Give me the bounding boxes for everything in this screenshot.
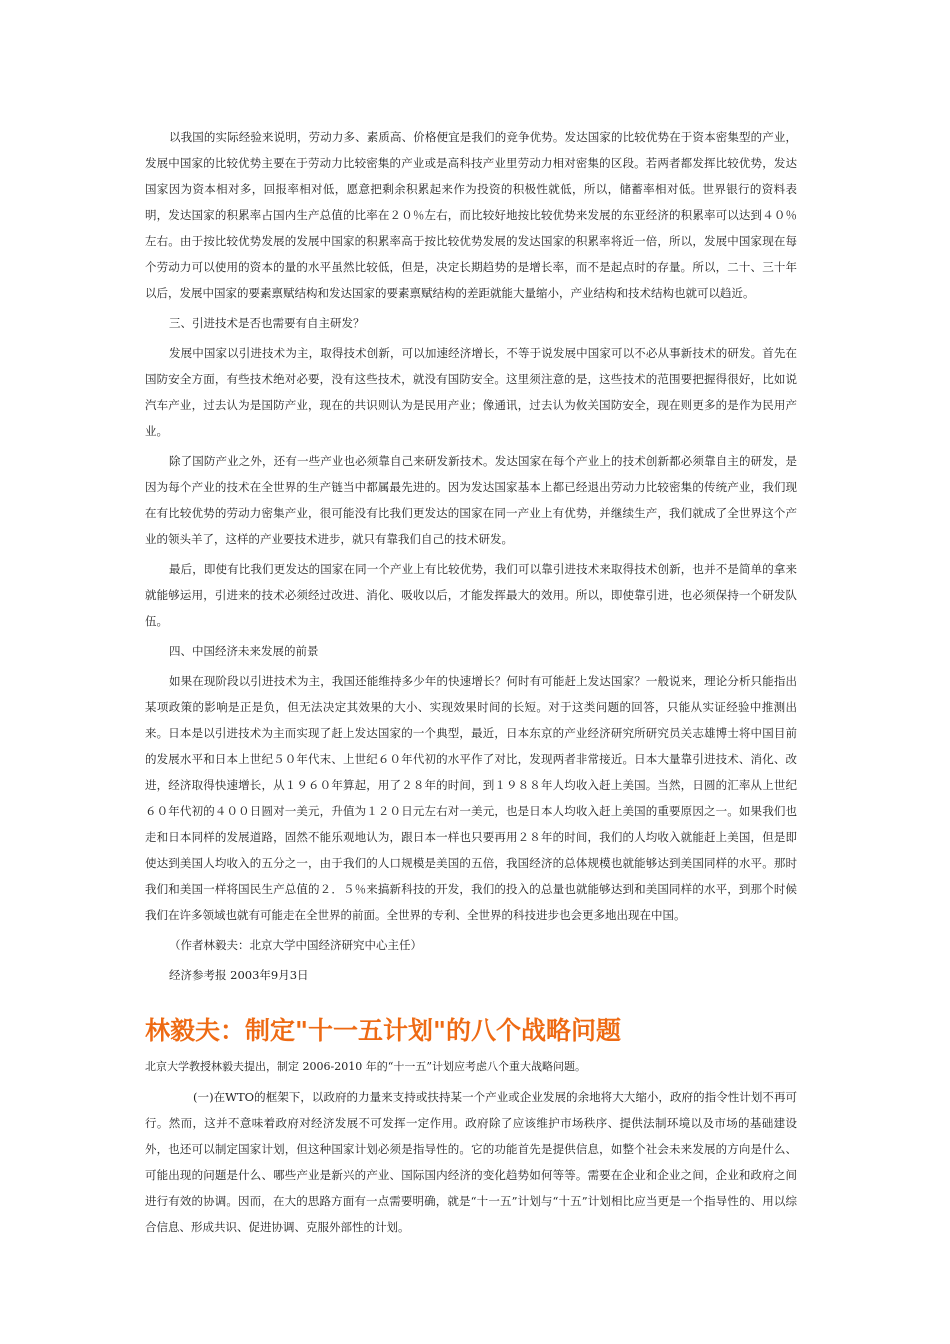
source-line: 经济参考报 2003年9月3日 [169,968,309,982]
author-note: （作者林毅夫：北京大学中国经济研究中心主任） [169,938,422,952]
paragraph-own-rnd: 除了国防产业之外，还有一些产业也必须靠自己来研发新技术。发达国家在每个产业上的技术创新都必须靠自主的研发，是因为每个产业的技术在全世界的生产链当中都属最先进的。因为发达国家基本上都已经退出劳动力比较密集的传统产业，我们现在有比较优势的劳动力密集产业，很可能没有比我们更发达的国家在同一产业上有优势，并继续生产，我们就成了全世界这个产业的领头羊了，这样的产业要技术进步，就只有靠我们自己的技术研发。 [145,454,797,546]
paragraph-future-prospect: 如果在现阶段以引进技术为主，我国还能维持多少年的快速增长？何时有可能赶上发达国家？一般说来，理论分析只能指出某项政策的影响是正是负，但无法决定其效果的大小、实现效果时间的长短。对于这类问题的回答，只能从实证经验中推测出来。日本是以引进技术为主而实现了赶上发达国家的一个典型，最近，日本东京的产业经济研究所研究员关志雄博士将中国目前的发展水平和日本上世纪５０年代末、上世纪６０年代初的水平作了对比，发现两者非常接近。日本大量靠引进技术、消化、改进，经济取得快速增长，从１９６０年算起，用了２８年的时间，到１９８８年人均收入赶上美国。当然，日圆的汇率从上世纪６０年代初的４００日圆对一美元，升值为１２０日元左右对一美元，也是日本人均收入赶上美国的重要原因之一。如果我们也走和日本同样的发展道路，固然不能乐观地认为，跟日本一样也只要再用２８年的时间，我们的人均收入就能赶上美国，但是即使达到美国人均收入的五分之一，由于我们的人口规模是美国的五倍，我国经济的总体规模也就能够达到美国同样的水平。那时我们和美国一样将国民生产总值的２．５％来搞新科技的开发，我们的投入的总量也就能够达到和美国同样的水平，到那个时候我们在许多领域也就有可能走在全世界的前面。全世界的专利、全世界的科技进步也会更多地出现在中国。 [145,674,797,922]
article-title: 林毅夫：制定"十一五计划"的八个战略问题 [145,1016,622,1045]
paragraph-defense-tech: 发展中国家以引进技术为主，取得技术创新，可以加速经济增长，不等于说发展中国家可以不必从事新技术的研发。首先在国防安全方面，有些技术绝对必要，没有这些技术，就没有国防安全。这里须注意的是，这些技术的范围要把握得很好，比如说汽车产业，过去认为是国防产业，现在的共识则认为是民用产业；像通讯，过去认为攸关国防安全，现在则更多的是作为民用产业。 [145,346,797,438]
document-page [145,124,797,1244]
paragraph-wto-planning: (一)在WTO的框架下，以政府的力量来支持或扶持某一个产业或企业发展的余地将大大缩小，政府的指令性计划不再可行。然而，这并不意味着政府对经济发展不可发挥一定作用。政府除了应该维护市场秩序、提供法制环境以及市场的基础建设外，也还可以制定国家计划，但这种国家计划必须是指导性的。它的功能首先是提供信息，如整个社会未来发展的方向是什么、可能出现的问题是什么、哪些产业是新兴的产业、国际国内经济的变化趋势如何等等。需要在企业和企业之间，企业和政府之间进行有效的协调。因而，在大的思路方面有一点需要明确，就是“十一五”计划与“十五”计划相比应当更是一个指导性的、用以综合信息、形成共识、促进协调、克服外部性的计划。 [145,1090,797,1234]
section-heading-3: 三、引进技术是否也需要有自主研发？ [169,316,365,330]
section-heading-4: 四、中国经济未来发展的前景 [169,644,319,658]
article-intro: 北京大学教授林毅夫提出，制定 2006-2010 年的“十一五”计划应考虑八个重大战略问题。 [145,1060,586,1073]
paragraph-comparative-advantage: 以我国的实际经验来说明，劳动力多、素质高、价格便宜是我们的竞争优势。发达国家的比较优势在于资本密集型的产业，发展中国家的比较优势主要在于劳动力比较密集的产业或是高科技产业里劳动力相对密集的区段。若两者都发挥比较优势，发达国家因为资本相对多，回报率相对低，愿意把剩余积累起来作为投资的积极性就低，所以，储蓄率相对低。世界银行的资料表明，发达国家的积累率占国内生产总值的比率在２０％左右，而比较好地按比较优势来发展的东亚经济的积累率可以达到４０％左右。由于按比较优势发展的发展中国家的积累率高于按比较优势发展的发达国家的积累率将近一倍，所以，发展中国家现在每个劳动力可以使用的资本的量的水平虽然比较低，但是，决定长期趋势的是增长率，而不是起点时的存量。所以，二十、三十年以后，发展中国家的要素禀赋结构和发达国家的要素禀赋结构的差距就能大量缩小，产业结构和技术结构也就可以趋近。 [145,130,797,300]
paragraph-rnd-team: 最后，即使有比我们更发达的国家在同一个产业上有比较优势，我们可以靠引进技术来取得技术创新，也并不是简单的拿来就能够运用，引进来的技术必须经过改进、消化、吸收以后，才能发挥最大的效用。所以，即使靠引进，也必须保持一个研发队伍。 [145,562,797,628]
